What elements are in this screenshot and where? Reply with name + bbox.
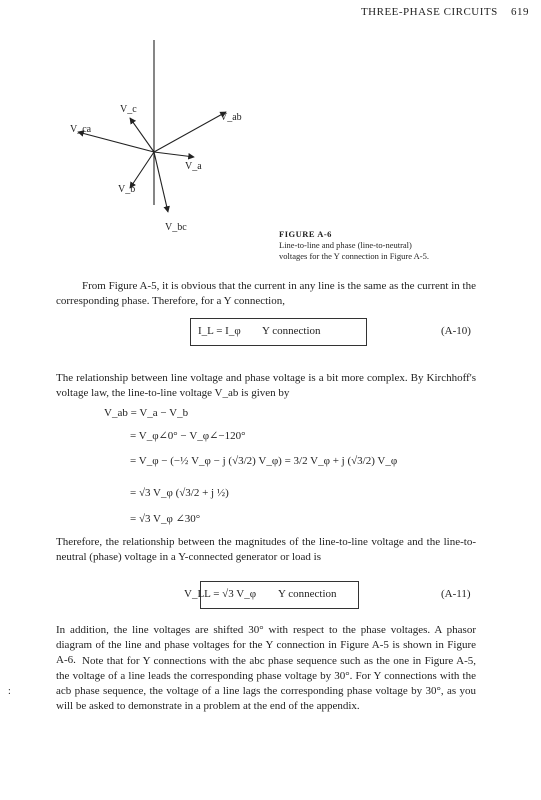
phasor-diagram: [70, 40, 270, 240]
paragraph-4: In addition, the line voltages are shifted 30° with respect to the phase voltages. A phasor diagram of the line and phase voltages for the Y connection in Figure A-5 is shown in Figure A-6.: [56, 624, 476, 666]
label-vc: V_c: [120, 104, 137, 115]
derivation-line-5: = √3 V_φ ∠30°: [130, 513, 201, 525]
paragraph-2: The relationship between line voltage and phase voltage is a bit more complex. By Kirchhoff's voltage law, the line-to-line voltage V_ab is given by: [56, 372, 476, 399]
derivation-line-1: V_ab = V_a − V_b: [104, 407, 189, 419]
va-phasor: [154, 152, 194, 157]
vab-phasor: [154, 112, 226, 152]
equation-2-tag: Y connection: [278, 588, 337, 600]
figure-caption-title: FIGURE A-6: [279, 229, 332, 239]
figure-caption-line2: voltages for the Y connection in Figure A-5.: [279, 251, 429, 261]
paragraph-1: From Figure A-5, it is obvious that the current in any line is the same as the current in the corresponding phase. Therefore, for a Y connection,: [56, 280, 476, 307]
equation-2-lhs: V_LL = √3 V_φ: [184, 588, 257, 600]
figure-caption-line1: Line-to-line and phase (line-to-neutral): [279, 240, 412, 250]
page-header: [361, 6, 529, 18]
derivation-line-4: = √3 V_φ (√3/2 + j ½): [130, 487, 229, 499]
page-number: 619: [511, 6, 529, 18]
vb-phasor: [130, 152, 154, 188]
equation-1-number: (A-10): [441, 325, 471, 337]
label-vb: V_b: [118, 184, 136, 195]
derivation-line-3: = V_φ − (−½ V_φ − j (√3/2) V_φ) = 3/2 V_φ + j (√3/2) V_φ: [130, 455, 398, 467]
label-vbc: V_bc: [165, 222, 187, 233]
figure-caption: [279, 229, 479, 262]
running-title: THREE-PHASE CIRCUITS: [360, 6, 498, 18]
label-vab: V_ab: [220, 112, 242, 123]
equation-1-tag: Y connection: [262, 325, 321, 337]
label-vca: V_ca: [70, 124, 92, 135]
margin-mark: :: [8, 686, 11, 697]
label-va: V_a: [185, 161, 202, 172]
vbc-phasor: [154, 152, 168, 212]
equation-1-lhs: I_L = I_φ: [198, 325, 241, 337]
derivation-line-2: = V_φ∠0° − V_φ∠−120°: [130, 430, 246, 442]
paragraph-5: Note that for Y connections with the abc phase sequence such as the one in Figure A-5, the voltage of a line leads the corresponding phase voltage by 30°. For Y connections with the acb phase sequence, the voltage of a line lags the corresponding phase voltage by 30°, as you will be asked to demonstrate in a problem at the end of the appendix.: [56, 655, 476, 712]
equation-2-number: (A-11): [441, 588, 471, 600]
paragraph-3: Therefore, the relationship between the magnitudes of the line-to-line voltage and the line-to-neutral (phase) voltage in a Y-connected generator or load is: [56, 536, 476, 563]
